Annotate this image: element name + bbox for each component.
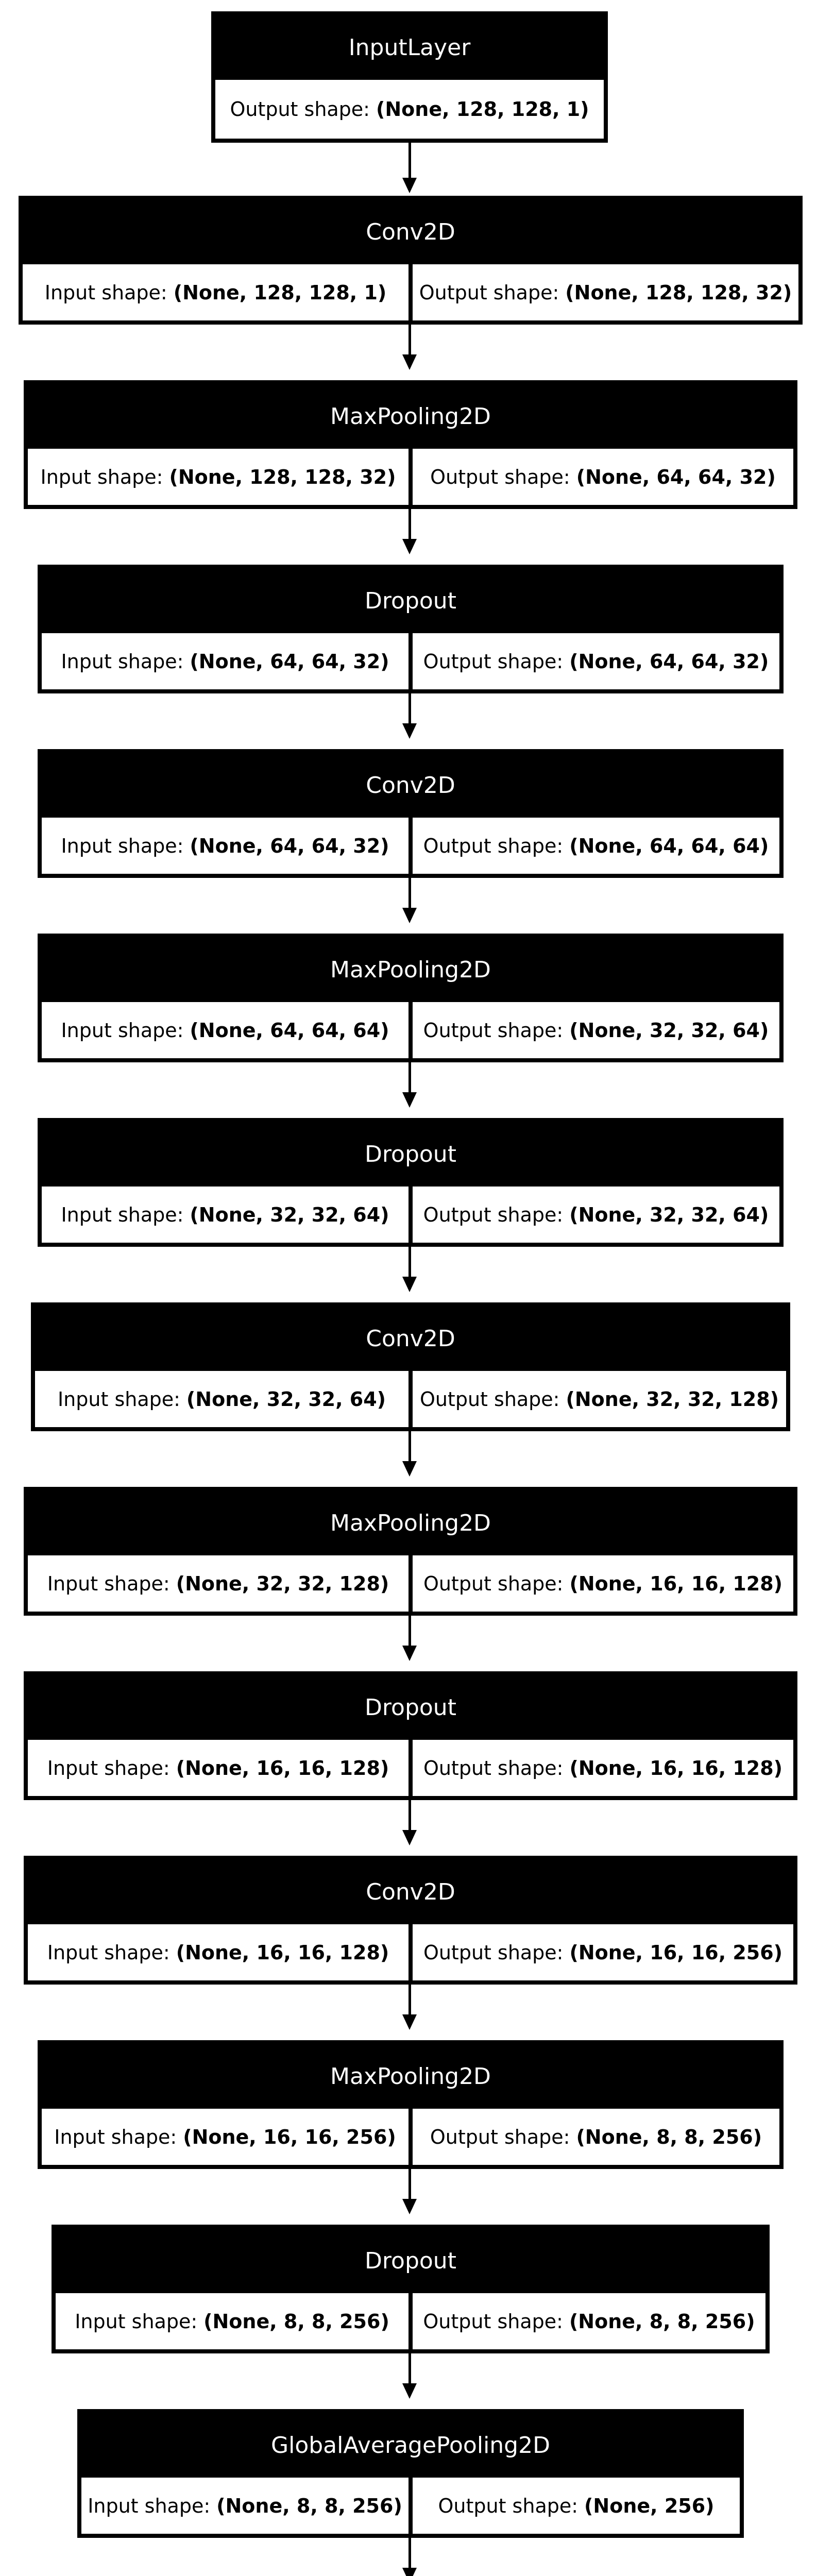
output-shape-cell [408, 264, 798, 320]
output-shape-label: Output shape: [419, 281, 559, 304]
output-shape-cell [408, 1924, 793, 1980]
output-shape-value: (None, 16, 16, 128) [569, 1756, 783, 1780]
output-shape-value: (None, 64, 64, 64) [569, 834, 769, 857]
output-shape-value: (None, 128, 128, 1) [376, 98, 589, 121]
input-shape-cell [56, 2293, 408, 2349]
arrowhead-icon [402, 1092, 417, 1108]
layer-shapes [28, 1740, 793, 1796]
output-shape-cell [408, 633, 779, 689]
arrowhead-icon [402, 1461, 417, 1477]
arrowhead-icon [402, 908, 417, 923]
arrowhead-icon [402, 1277, 417, 1292]
output-shape-cell [408, 1740, 793, 1796]
input-shape-value: (None, 128, 128, 1) [173, 281, 387, 304]
layer-node-dropout-3 [24, 1671, 797, 1800]
connector-line [408, 1800, 411, 1830]
output-shape-value: (None, 256) [584, 2494, 714, 2517]
input-shape-label: Input shape: [54, 2125, 177, 2148]
output-shape-cell [408, 2293, 765, 2349]
output-shape-cell [408, 1371, 786, 1427]
connector-line [408, 509, 411, 539]
layer-shapes [23, 264, 798, 320]
connector-line [408, 1616, 411, 1646]
output-shape-value: (None, 128, 128, 32) [565, 281, 792, 304]
connector-line [408, 693, 411, 723]
layer-title: Conv2D [28, 1860, 793, 1924]
input-shape-value: (None, 64, 64, 64) [190, 1019, 389, 1042]
connector-line [408, 325, 411, 354]
layer-title: MaxPooling2D [42, 2044, 779, 2109]
input-shape-label: Input shape: [44, 281, 167, 304]
layer-node-maxpooling2d-4 [38, 2040, 784, 2169]
output-shape-label: Output shape: [423, 1756, 564, 1780]
input-shape-label: Input shape: [40, 465, 163, 488]
output-shape-value: (None, 32, 32, 64) [569, 1203, 769, 1226]
output-shape-cell [408, 2478, 740, 2534]
arrowhead-icon [402, 2199, 417, 2214]
input-shape-value: (None, 16, 16, 128) [176, 1756, 389, 1780]
arrowhead-icon [402, 539, 417, 554]
layer-node-dropout-1 [38, 565, 784, 693]
output-shape-label: Output shape: [423, 1019, 564, 1042]
layer-shapes [56, 2293, 765, 2349]
layer-title: Dropout [56, 2229, 765, 2293]
output-shape-label: Output shape: [419, 1387, 560, 1411]
layer-node-global-average-pooling2d [77, 2409, 744, 2538]
layer-title: MaxPooling2D [28, 1491, 793, 1555]
layer-title: GlobalAveragePooling2D [81, 2413, 740, 2478]
output-shape-label: Output shape: [423, 1203, 564, 1226]
input-shape-cell [42, 2109, 408, 2165]
input-shape-value: (None, 32, 32, 64) [190, 1203, 389, 1226]
layer-shapes [42, 1002, 779, 1058]
layer-shapes [28, 1924, 793, 1980]
input-shape-cell [28, 1924, 408, 1980]
input-shape-value: (None, 8, 8, 256) [203, 2310, 389, 2333]
connector-line [408, 1247, 411, 1277]
connector-line [408, 1062, 411, 1092]
arrowhead-icon [402, 178, 417, 193]
input-shape-cell [28, 449, 408, 505]
input-shape-cell [42, 633, 408, 689]
output-shape-value: (None, 16, 16, 256) [569, 1941, 783, 1964]
layer-node-conv2d-1 [19, 196, 803, 325]
layer-title: Conv2D [23, 200, 798, 264]
input-shape-label: Input shape: [88, 2494, 211, 2517]
layer-shapes [42, 818, 779, 874]
layer-title: MaxPooling2D [28, 384, 793, 449]
output-shape-label: Output shape: [423, 834, 564, 857]
layer-node-dropout-4 [52, 2225, 770, 2353]
layer-node-input-layer [211, 11, 608, 143]
input-shape-value: (None, 16, 16, 256) [183, 2125, 396, 2148]
input-shape-cell [42, 1187, 408, 1243]
input-shape-label: Input shape: [61, 650, 184, 673]
output-shape-value: (None, 8, 8, 256) [569, 2310, 755, 2333]
layer-shapes [81, 2478, 740, 2534]
input-shape-value: (None, 128, 128, 32) [169, 465, 396, 488]
arrowhead-icon [402, 1830, 417, 1845]
arrowhead-icon [402, 2568, 417, 2576]
layer-shapes [42, 633, 779, 689]
layer-node-conv2d-3 [31, 1302, 790, 1431]
input-shape-value: (None, 64, 64, 32) [190, 834, 389, 857]
input-shape-cell [23, 264, 408, 320]
input-shape-cell [28, 1740, 408, 1796]
input-shape-label: Input shape: [61, 1203, 184, 1226]
layer-shapes [35, 1371, 786, 1427]
input-shape-label: Input shape: [75, 2310, 198, 2333]
connector-line [408, 878, 411, 908]
output-shape-label: Output shape: [423, 2310, 563, 2333]
connector-line [408, 2538, 411, 2568]
output-shape-value: (None, 64, 64, 32) [569, 650, 769, 673]
output-shape-value: (None, 64, 64, 32) [576, 465, 776, 488]
output-shape-label: Output shape: [230, 98, 370, 121]
input-shape-value: (None, 64, 64, 32) [190, 650, 389, 673]
layer-node-conv2d-4 [24, 1856, 797, 1985]
layer-title: Dropout [28, 1675, 793, 1740]
connector-line [408, 2353, 411, 2383]
input-shape-value: (None, 32, 32, 128) [176, 1572, 389, 1595]
layer-title: MaxPooling2D [42, 938, 779, 1002]
output-shape-cell [408, 1002, 779, 1058]
output-shape-cell [408, 818, 779, 874]
arrowhead-icon [402, 2383, 417, 2399]
connector-line [408, 2169, 411, 2199]
input-shape-cell [42, 1002, 408, 1058]
connector-line [408, 1431, 411, 1461]
layer-node-maxpooling2d-3 [24, 1487, 797, 1616]
output-shape-cell [408, 449, 793, 505]
layer-shapes [28, 1555, 793, 1612]
input-shape-cell [35, 1371, 408, 1427]
input-shape-label: Input shape: [61, 834, 184, 857]
output-shape-cell [215, 80, 604, 139]
input-shape-label: Input shape: [47, 1756, 170, 1780]
input-shape-value: (None, 16, 16, 128) [176, 1941, 389, 1964]
layer-shapes [42, 1187, 779, 1243]
output-shape-value: (None, 32, 32, 64) [569, 1019, 769, 1042]
layer-node-conv2d-2 [38, 749, 784, 878]
output-shape-cell [408, 1555, 793, 1612]
input-shape-label: Input shape: [61, 1019, 184, 1042]
layer-title: InputLayer [215, 15, 604, 80]
output-shape-value: (None, 16, 16, 128) [569, 1572, 783, 1595]
input-shape-value: (None, 32, 32, 64) [186, 1387, 386, 1411]
input-shape-label: Input shape: [57, 1387, 180, 1411]
input-shape-value: (None, 8, 8, 256) [216, 2494, 402, 2517]
layer-shapes [42, 2109, 779, 2165]
input-shape-label: Input shape: [47, 1572, 170, 1595]
output-shape-cell [408, 1187, 779, 1243]
input-shape-label: Input shape: [47, 1941, 170, 1964]
layer-title: Dropout [42, 1122, 779, 1187]
input-shape-cell [81, 2478, 408, 2534]
layer-node-maxpooling2d-1 [24, 380, 797, 509]
output-shape-label: Output shape: [423, 650, 564, 673]
layer-shapes [215, 80, 604, 139]
arrowhead-icon [402, 723, 417, 739]
layer-title: Dropout [42, 569, 779, 633]
output-shape-label: Output shape: [423, 1941, 564, 1964]
layer-node-dropout-2 [38, 1118, 784, 1247]
input-shape-cell [28, 1555, 408, 1612]
output-shape-label: Output shape: [430, 2125, 570, 2148]
arrowhead-icon [402, 2014, 417, 2030]
layer-title: Conv2D [42, 753, 779, 818]
output-shape-value: (None, 32, 32, 128) [566, 1387, 779, 1411]
layer-shapes [28, 449, 793, 505]
output-shape-cell [408, 2109, 779, 2165]
arrowhead-icon [402, 1646, 417, 1661]
output-shape-value: (None, 8, 8, 256) [576, 2125, 762, 2148]
layer-title: Conv2D [35, 1307, 786, 1371]
connector-line [408, 1985, 411, 2014]
arrowhead-icon [402, 354, 417, 370]
output-shape-label: Output shape: [430, 465, 570, 488]
connector-line [408, 143, 411, 178]
layer-node-maxpooling2d-2 [38, 934, 784, 1062]
input-shape-cell [42, 818, 408, 874]
output-shape-label: Output shape: [438, 2494, 578, 2517]
output-shape-label: Output shape: [423, 1572, 564, 1595]
